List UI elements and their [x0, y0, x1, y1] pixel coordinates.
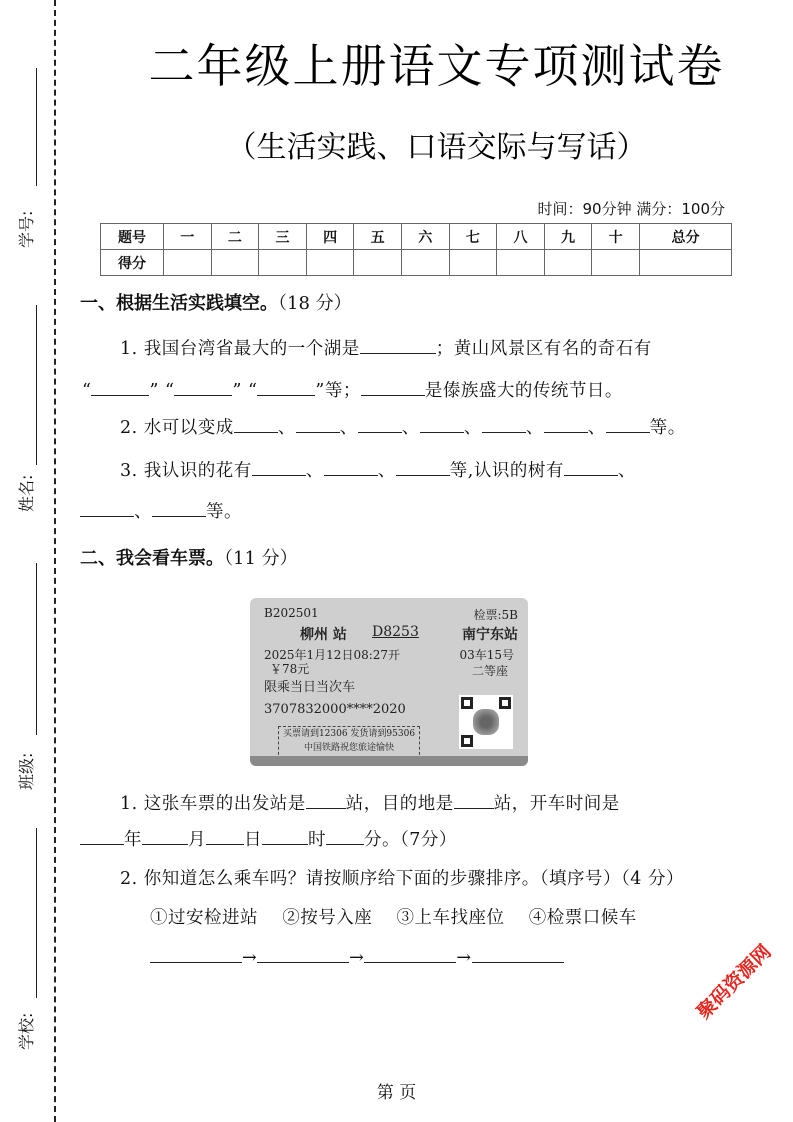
answer-blank[interactable] — [544, 416, 588, 433]
score-table — [100, 223, 732, 276]
school-rule — [36, 828, 37, 998]
s1-q2-line: 2. 水可以变成 、 、 、 、 、 、 等。 — [120, 418, 686, 438]
s1-q3-line2: 、 等。 — [80, 498, 242, 523]
student-number-label: 学号: — [17, 210, 36, 248]
score-header-cell: 一 — [164, 224, 212, 250]
score-header-cell: 九 — [544, 224, 592, 250]
score-header-cell: 六 — [401, 224, 449, 250]
score-row-label: 得分 — [101, 250, 164, 276]
answer-blank[interactable] — [252, 459, 306, 476]
ticket-seat: 03车15号 — [459, 648, 514, 662]
score-header-cell: 四 — [306, 224, 354, 250]
answer-blank[interactable] — [454, 792, 494, 809]
answer-blank[interactable] — [306, 792, 346, 809]
answer-blank[interactable] — [364, 946, 456, 963]
answer-blank[interactable] — [472, 946, 564, 963]
answer-blank[interactable] — [234, 416, 278, 433]
answer-blank[interactable] — [91, 379, 149, 396]
step-option: ①过安检进站 — [150, 908, 258, 928]
answer-blank[interactable] — [360, 337, 436, 354]
class-rule — [36, 563, 37, 735]
score-header-cell: 十 — [592, 224, 640, 250]
s2-q2-steps — [150, 904, 637, 929]
score-cell[interactable] — [211, 250, 259, 276]
answer-blank[interactable] — [80, 828, 124, 845]
score-cell[interactable] — [259, 250, 307, 276]
score-cell[interactable] — [401, 250, 449, 276]
score-header-cell: 七 — [449, 224, 497, 250]
binding-dashed-line — [54, 0, 56, 1122]
class-label: 班级: — [17, 752, 36, 790]
score-cell[interactable] — [497, 250, 545, 276]
ticket-from-station: 柳州 站 — [300, 627, 347, 643]
answer-blank[interactable] — [324, 459, 378, 476]
arrow-icon: → — [456, 948, 472, 968]
score-cell[interactable] — [354, 250, 402, 276]
answer-blank[interactable] — [296, 416, 340, 433]
qr-code-icon — [459, 695, 513, 749]
answer-blank[interactable] — [262, 828, 308, 845]
page-subtitle: （生活实践、口语交际与写话） — [226, 130, 647, 165]
answer-blank[interactable] — [257, 946, 349, 963]
ticket-code: B202501 — [264, 606, 319, 620]
s2-q2-prompt: 2. 你知道怎么乘车吗？请按顺序给下面的步骤排序。（填序号）（4 分） — [120, 869, 684, 889]
ticket-notice-box — [278, 726, 420, 760]
page-title: 二年级上册语文专项测试卷 — [148, 39, 725, 93]
score-cell[interactable] — [306, 250, 354, 276]
section-1-heading: 一、根据生活实践填空。（18 分） — [80, 293, 352, 314]
answer-blank[interactable] — [152, 500, 206, 517]
score-table-score-row — [101, 250, 732, 276]
s2-q1-line1: 1. 这张车票的出发站是 站，目的地是 站，开车时间是 — [120, 794, 620, 814]
ticket-price: ￥78元 — [270, 662, 310, 676]
section-2-heading: 二、我会看车票。（11 分） — [80, 548, 298, 569]
score-header-cell: 总分 — [639, 224, 731, 250]
score-header-cell: 三 — [259, 224, 307, 250]
answer-blank[interactable] — [206, 828, 244, 845]
answer-blank[interactable] — [174, 379, 232, 396]
score-header-cell: 题号 — [101, 224, 164, 250]
score-cell[interactable] — [449, 250, 497, 276]
name-rule — [36, 305, 37, 465]
s1-q1-line1: 1. 我国台湾省最大的一个湖是 ；黄山风景区有名的奇石有 — [120, 339, 652, 359]
step-option: ③上车找座位 — [396, 908, 505, 928]
ticket-id-number: 3707832000****2020 — [264, 702, 406, 717]
s2-q1-line2: 年 月 日 时 分。（7分） — [80, 826, 457, 851]
school-label: 学校: — [17, 1012, 36, 1050]
exam-meta: 时间：90分钟 满分：100分 — [537, 200, 725, 218]
ticket-to-station: 南宁东站 — [462, 627, 518, 643]
answer-blank[interactable] — [606, 416, 650, 433]
answer-blank[interactable] — [150, 946, 242, 963]
ticket-train-number: D8253 — [372, 624, 419, 640]
answer-blank[interactable] — [80, 500, 134, 517]
score-cell[interactable] — [639, 250, 731, 276]
s1-q3-line1: 3. 我认识的花有 、 、 等,认识的树有 、 — [120, 461, 636, 481]
ticket-class: 二等座 — [471, 664, 508, 678]
score-header-cell: 八 — [497, 224, 545, 250]
score-header-cell: 二 — [211, 224, 259, 250]
score-cell[interactable] — [164, 250, 212, 276]
arrow-icon: → — [349, 948, 365, 968]
answer-blank[interactable] — [396, 459, 450, 476]
arrow-icon: → — [242, 948, 258, 968]
answer-blank[interactable] — [564, 459, 618, 476]
score-cell[interactable] — [592, 250, 640, 276]
s1-q1-line2: “ ” “ ” “ ”等； 是傣族盛大的传统节日。 — [82, 381, 623, 401]
answer-blank[interactable] — [257, 379, 315, 396]
ticket-notice-line2: 中国铁路祝您旅途愉快 — [303, 743, 394, 753]
score-cell[interactable] — [544, 250, 592, 276]
answer-blank[interactable] — [482, 416, 526, 433]
student-number-rule — [36, 68, 37, 186]
ticket-notice-line1: 买票请到12306 发货请到95306 — [282, 729, 416, 739]
answer-blank[interactable] — [361, 379, 425, 396]
ticket-limit-note: 限乘当日当次车 — [264, 680, 356, 695]
score-header-cell: 五 — [354, 224, 402, 250]
page-footer: 第 页 — [376, 1083, 417, 1103]
answer-blank[interactable] — [358, 416, 402, 433]
score-table-header-row — [101, 224, 732, 250]
ticket-check-gate: 检票:5B — [473, 608, 518, 622]
answer-blank[interactable] — [142, 828, 188, 845]
ticket-bottom-bar — [250, 756, 528, 766]
name-label: 姓名: — [17, 474, 36, 512]
s2-q2-answer-row — [150, 946, 564, 968]
train-ticket — [250, 598, 528, 766]
watermark: 聚码资源网 — [692, 940, 776, 1024]
step-option: ④检票口候车 — [528, 908, 637, 928]
answer-blank[interactable] — [326, 828, 364, 845]
step-option: ②按号入座 — [282, 908, 373, 928]
ticket-datetime: 2025年1月12日08:27开 — [264, 648, 401, 662]
answer-blank[interactable] — [420, 416, 464, 433]
